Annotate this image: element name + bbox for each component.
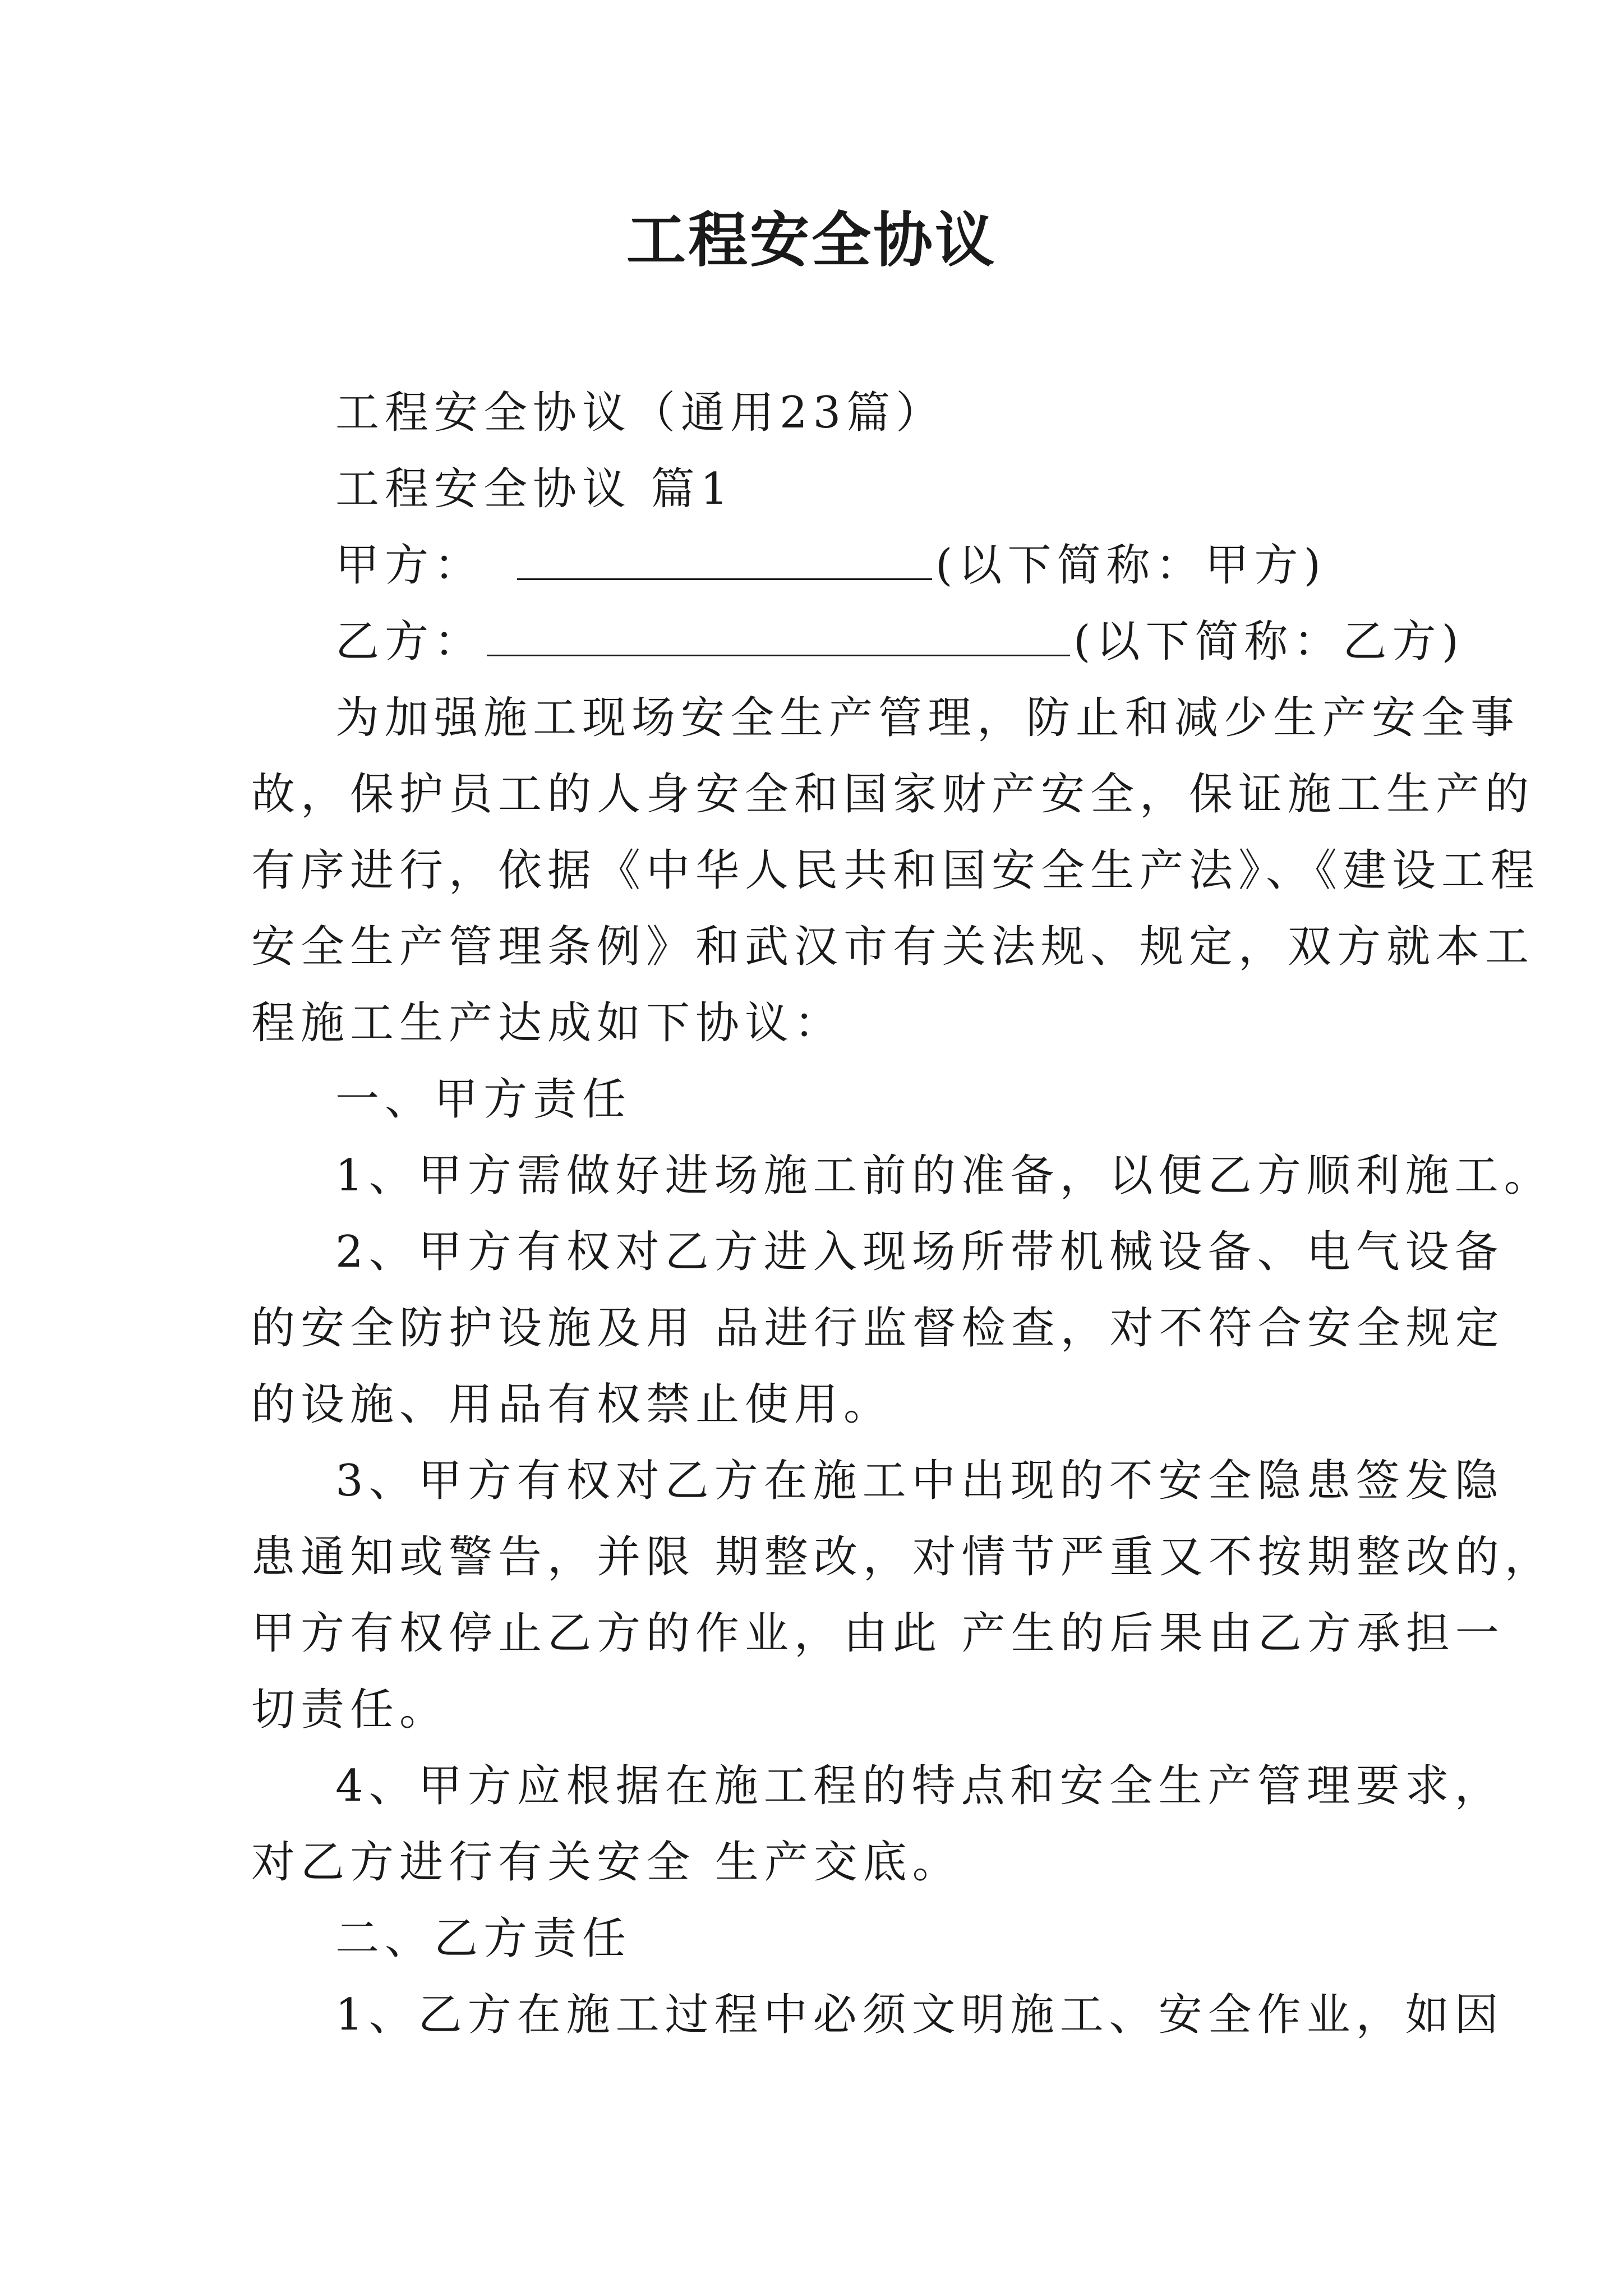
clause-a3-line: 切责任。 (251, 1685, 449, 1735)
party-b-suffix: (以下简称：乙方) (1073, 616, 1464, 667)
clause-a2-line: 的安全防护设施及用 品进行监督检查，对不符合安全规定 (251, 1303, 1505, 1354)
party-a-line (335, 537, 1390, 593)
clause-a3-line: 患通知或警告，并限 期整改，对情节严重又不按期整改的， (251, 1532, 1554, 1582)
heading-party-b-duties: 二、乙方责任 (335, 1913, 632, 1964)
clause-a2-line: 的设施、用品有权禁止使用。 (251, 1379, 893, 1430)
clause-a3-line: 甲方有权停止乙方的作业，由此 产生的后果由乙方承担一 (251, 1608, 1505, 1659)
clause-a2-line: 2、甲方有权对乙方进入现场所带机械设备、电气设备 (335, 1227, 1504, 1277)
clause-a1-line: 1、甲方需做好进场施工前的准备，以便乙方顺利施工。 (335, 1151, 1553, 1201)
preamble-line: 有序进行，依据《中华人民共和国安全生产法》、《建设工程 (251, 845, 1541, 896)
party-b-line (335, 614, 1464, 670)
document-title: 工程安全协议 (626, 205, 997, 275)
party-b-blank[interactable] (487, 614, 1070, 656)
preamble-line: 程施工生产达成如下协议： (251, 998, 844, 1048)
party-a-suffix: (以下简称：甲方) (935, 540, 1326, 591)
party-a-label: 甲方： (335, 540, 484, 591)
clause-b1-line: 1、乙方在施工过程中必须文明施工、安全作业，如因 (335, 1990, 1504, 2040)
heading-party-a-duties: 一、甲方责任 (335, 1074, 632, 1125)
clause-a4-line: 对乙方进行有关安全 生产交底。 (251, 1837, 962, 1888)
preamble-line: 故，保护员工的人身安全和国家财产安全，保证施工生产的 (251, 769, 1535, 820)
party-a-blank[interactable] (517, 538, 932, 580)
document-subtitle: 工程安全协议（通用23篇） (335, 388, 946, 438)
party-b-label: 乙方： (335, 616, 484, 667)
section-heading: 工程安全协议 篇1 (335, 464, 734, 514)
clause-a4-line: 4、甲方应根据在施工程的特点和安全生产管理要求， (335, 1761, 1504, 1811)
preamble-line: 安全生产管理条例》和武汉市有关法规、规定，双方就本工 (251, 922, 1535, 972)
clause-a3-line: 3、甲方有权对乙方在施工中出现的不安全隐患签发隐 (335, 1456, 1504, 1506)
preamble-line: 为加强施工现场安全生产管理，防止和减少生产安全事 (335, 693, 1520, 743)
